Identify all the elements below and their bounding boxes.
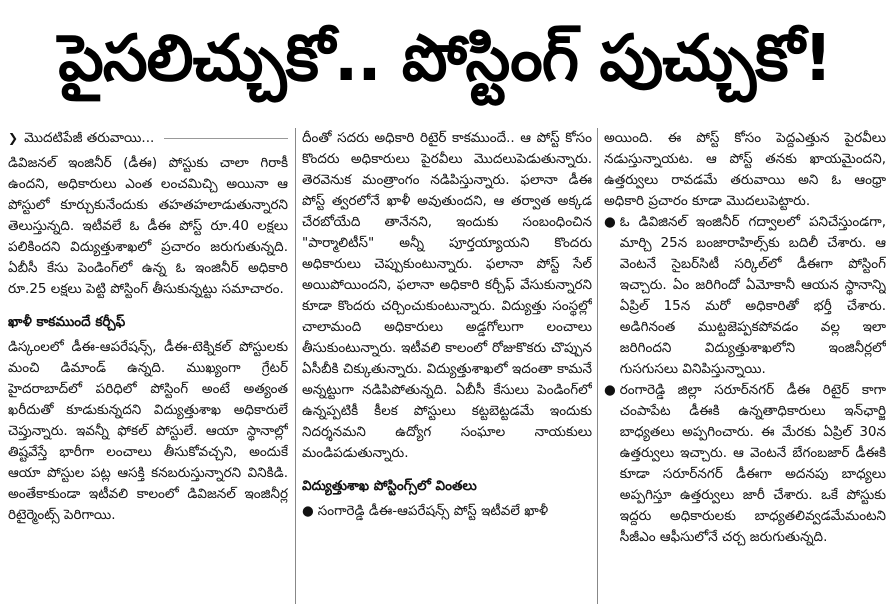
column-divider-1 — [295, 128, 296, 604]
headline-text: పైసలిచ్చుకో.. పోస్టింగ్ పుచ్చుకో! — [58, 22, 832, 96]
article-column-2 — [302, 128, 592, 604]
article-column-3 — [604, 128, 886, 604]
kicker-text: మొదటిపేజీ తరువాయి... — [24, 130, 155, 146]
bullet-icon: ● — [604, 214, 616, 230]
chevron-right-icon: ❯ — [8, 131, 19, 145]
headline — [0, 0, 890, 118]
paragraph: దీంతో సదరు అధికారి రిటైర్ కాకముందే.. ఆ పోస్ట్ కోసం కొందరు అధికారులు పైరవీలు మొదలుపెడుతున్నారు. తెరవెనుక మంత్రాంగం నడిపిస్తున్నారు. ఫలానా డీఈ పోస్ట్ త్వరలోనే ఖాళీ అవుతుందని, ఆ తర్వాత అక్కడ చేరబోయేది తానేనని, ఇందుకు సంబంధించిన "పార్మాలిటీస్" అన్నీ పూర్తయ్యాయని కొందరు అధికారులు చెప్పుకుంటున్నారు. ఫలానా పోస్ట్ సేల్ అయిపోయిందని, ఫలానా అధికారి కర్చీఫ్ వేసుకున్నారని కూడా కొందరు చర్చించుకుంటున్నారు. విద్యుత్తు సంస్థల్లో చాలామంది అధికారులు అడ్డగోలుగా లంచాలు తీసుకుంటున్నారు. ఇటీవలి కాలంలో రోజుకొకరు చొప్పున ఏసీబీకి చిక్కుతున్నారు. విద్యుత్తుశాఖలో ఇదంతా కామనే అన్నట్టుగా నడిపిపోతున్నది. ఏబీసీ కేసులు పెండింగ్‌లో ఉన్నప్పటికీ కీలక పోస్టులు కట్టబెట్టడమే ఇందుకు నిదర్శనమని ఉద్యోగ సంఘాల నాయకులు మండిపడుతున్నారు. — [302, 130, 592, 461]
bullet-text: రంగారెడ్డి జిల్లా సరూర్‌నగర్ డీఈ రిటైర్ కాగా చంపాపేట డీఈకి ఉన్నతాధికారులు ఇన్‌ఛార్జి బాధ్యతలు అప్పగించారు. ఈ మేరకు ఏప్రిల్ 30న ఉత్తర్వులు ఇచ్చారు. ఆ వెంటనే బేగంబజార్ డీఈకి కూడా సరూర్‌నగర్ డీఈగా అదనపు బాధ్యలు అప్పగిస్తూ ఉత్తర్వులు జారీ చేశారు. ఒకే పోస్టుకు ఇద్దరు అధికారులకు బాధ్యతలివ్వడమేమంటని సీజీఎం ఆఫీసులోనే చర్చ జరుగుతున్నది. — [619, 382, 886, 545]
paragraph: డివిజనల్ ఇంజినీర్ (డీఈ) పోస్టుకు చాలా గిరాకీ ఉందని, అధికారులు ఎంత లంచమిచ్చి అయినా ఆ పోస్టులో కూర్చుకునేందుకు తహతహలాడుతున్నారని తెలుస్తున్నది. ఇటీవలే ఓ డీఈ పోస్ట్ రూ.40 లక్షలు పలికిందని విద్యుత్తుశాఖలో ప్రచారం జరుగుతున్నది. ఏబీసీ కేసు పెండింగ్‌లో ఉన్న ఓ ఇంజినీర్ అధికారి రూ.25 లక్షలు పెట్టి పోస్టింగ్ తీసుకున్నట్టు సమాచారం. — [8, 155, 288, 297]
bullet-item — [302, 501, 592, 522]
kicker-rule — [164, 138, 288, 139]
article-column-1 — [8, 128, 288, 604]
bullet-item — [604, 380, 886, 548]
subheading: ఖాళీ కాకముందే కర్చీఫ్ — [8, 314, 126, 330]
continued-kicker — [8, 128, 288, 149]
subheading: విద్యుత్తుశాఖ పోస్టింగ్స్‌లో వింతలు — [302, 478, 477, 494]
bullet-text: సంగారెడ్డి డీఈ-ఆపరేషన్స్ పోస్ట్ ఇటీవలే ఖాళీ — [317, 503, 549, 519]
bullet-text: ఓ డివిజినల్ ఇంజినీర్ గద్వాలలో పనిచేస్తుండగా, మార్చి 25న బంజారాహిల్స్‌కు బదిలీ చేశారు. ఆ వెంటనే సైబర్‌సిటీ సర్కిల్‌లో డీఈగా పోస్టింగ్ ఇచ్చారు. ఏం జరిగిందో ఏమోకానీ ఆయన స్థానాన్ని ఏప్రిల్ 15న మరో అధికారితో భర్తీ చేశారు. అడిగినంత ముట్టజెప్పకపోవడం వల్ల ఇలా జరిగిందని విద్యుత్తుశాఖలోని ఇంజినీర్లలో గుసగుసలు వినిపిస్తున్నాయి. — [619, 214, 886, 377]
bullet-icon: ● — [604, 382, 616, 398]
paragraph: డిస్కంలలో డీఈ-ఆపరేషన్స్, డీఈ-టెక్నికల్ పోస్టులకు మంచి డిమాండ్ ఉన్నది. ముఖ్యంగా గ్రేటర్ హైదరాబాద్‌లో పరిధిలో పోస్టింగ్ అంటే అత్యంత ఖరీదుతో కూడుకున్నదని విద్యుత్తుశాఖ అధికారులే చెప్తున్నారు. ఇవన్నీ ఫోకల్ పోస్టులే. ఆయా స్థానాల్లో తిష్టవేస్తే భారీగా లంచాలు తీసుకోవచ్చని, అందుకే ఆయా పోస్టుల పట్ల ఆసక్తి కనబరుస్తున్నారని వినికిడి. అంతేకాకుండా ఇటీవలి కాలంలో డివిజనల్ ఇంజినీర్ల రిటైర్మెంట్స్ పెరిగాయి. — [8, 339, 288, 523]
bullet-icon: ● — [302, 503, 314, 519]
bullet-item — [604, 212, 886, 380]
paragraph: అయింది. ఈ పోస్ట్ కోసం పెద్దఎత్తున పైరవీలు నడుస్తున్నాయట. ఆ పోస్ట్ తనకు ఖాయమైందని, ఉత్తర్వులు రావడమే తరువాయి అని ఓ ఆంధ్రా అధికారి ప్రచారం కూడా మొదలుపెట్టారు. — [604, 130, 886, 209]
column-divider-2 — [597, 128, 598, 604]
